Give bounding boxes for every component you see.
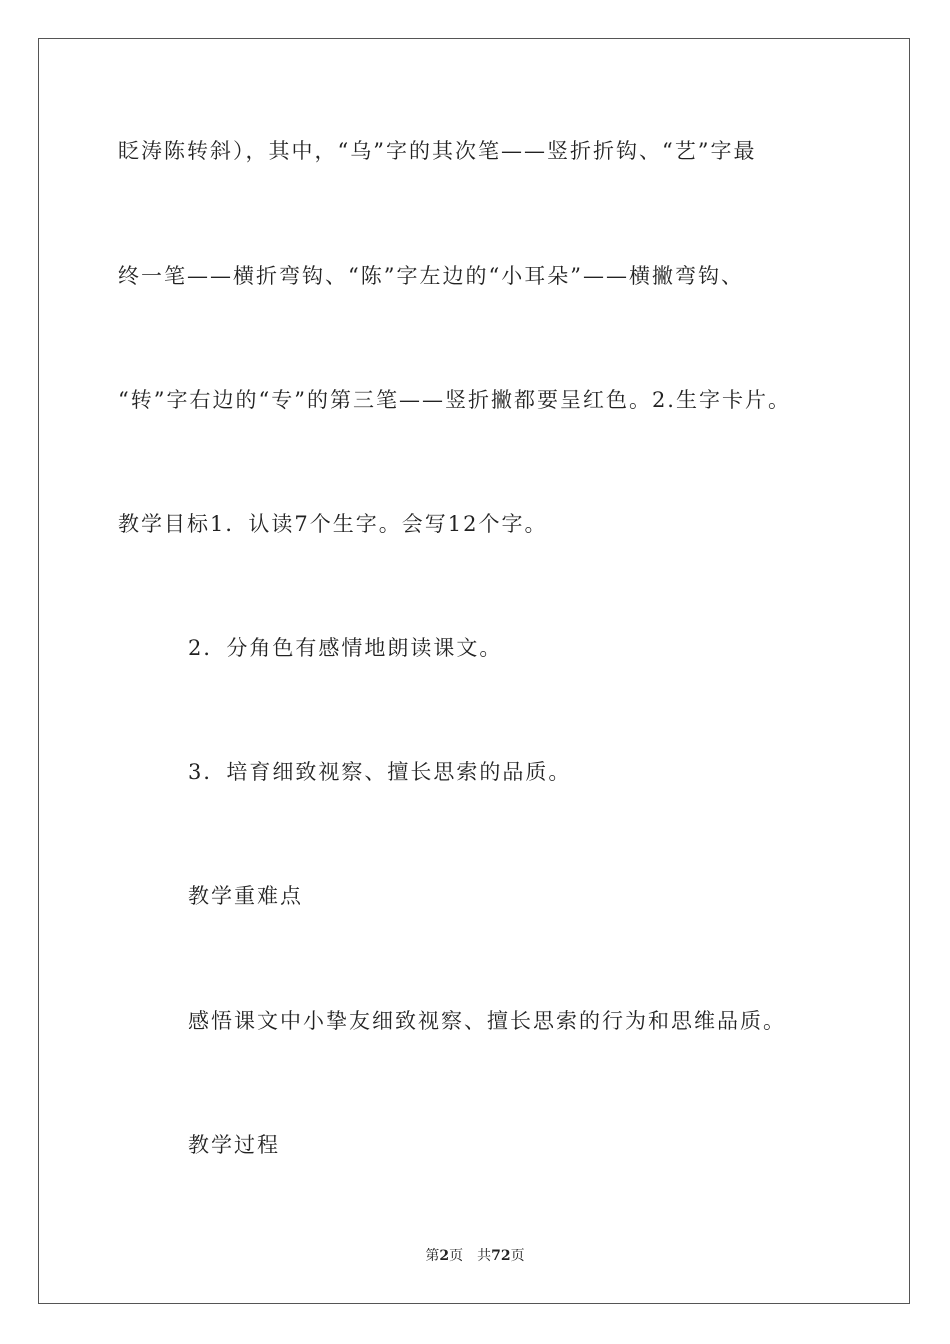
paragraph-line-1: 眨涛陈转斜），其中，“乌”字的其次笔——竖折折钩、“艺”字最	[118, 139, 757, 163]
total-pages: 72	[491, 1248, 511, 1264]
key-points-text: 感悟课文中小挚友细致视察、擅长思索的行为和思维品质。	[188, 1009, 786, 1033]
page-prefix: 第	[425, 1248, 440, 1264]
page-number: 2	[439, 1248, 450, 1264]
total-suffix: 页	[510, 1248, 525, 1264]
section-heading-process: 教学过程	[188, 1133, 280, 1157]
page-footer	[0, 1247, 950, 1265]
teaching-objectives-line: 教学目标1．认读7个生字。会写12个字。	[118, 512, 548, 536]
page-border	[38, 38, 910, 1304]
paragraph-line-3: “转”字右边的“专”的第三笔——竖折撇都要呈红色。2.生字卡片。	[118, 388, 791, 412]
section-heading-key-points: 教学重难点	[188, 884, 303, 908]
objective-item-2: 2．分角色有感情地朗读课文。	[188, 636, 503, 660]
total-prefix: 共	[477, 1248, 492, 1264]
paragraph-line-2: 终一笔——横折弯钩、“陈”字左边的“小耳朵”——横撇弯钩、	[118, 264, 744, 288]
page-suffix: 页	[449, 1248, 464, 1264]
objective-item-3: 3．培育细致视察、擅长思索的品质。	[188, 760, 572, 784]
